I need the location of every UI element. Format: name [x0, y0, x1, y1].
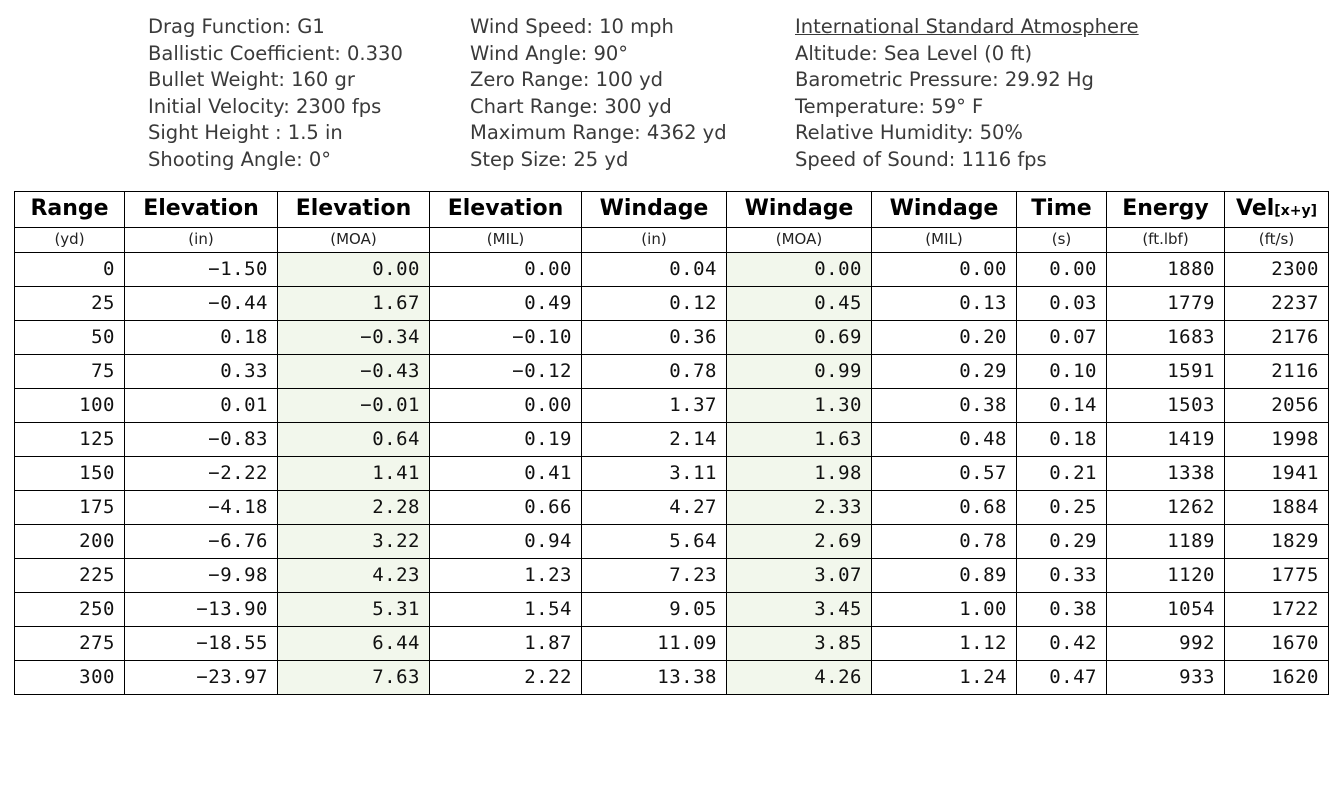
table-cell: 0	[15, 253, 125, 287]
table-cell: 0.00	[872, 253, 1017, 287]
table-cell: 0.12	[582, 287, 727, 321]
table-cell: 1722	[1225, 593, 1329, 627]
table-cell: 0.00	[430, 389, 582, 423]
param-relative-humidity: Relative Humidity: 50%	[795, 121, 1023, 144]
table-cell: 0.57	[872, 457, 1017, 491]
table-cell: 0.33	[1017, 559, 1107, 593]
table-cell: 0.99	[727, 355, 872, 389]
table-row	[15, 457, 1329, 491]
table-row	[15, 661, 1329, 695]
table-header	[15, 192, 1329, 253]
unit-energy: (ft.lbf)	[1107, 228, 1225, 253]
table-row	[15, 627, 1329, 661]
table-cell: 0.19	[430, 423, 582, 457]
table-cell: 0.66	[430, 491, 582, 525]
table-cell: 1670	[1225, 627, 1329, 661]
table-cell: 0.78	[872, 525, 1017, 559]
param-initial-velocity: Initial Velocity: 2300 fps	[148, 94, 382, 118]
column-header-elevation-mil: Elevation	[430, 192, 582, 228]
table-cell: −0.12	[430, 355, 582, 389]
table-row	[15, 321, 1329, 355]
table-cell: 1775	[1225, 559, 1329, 593]
table-cell: 0.14	[1017, 389, 1107, 423]
table-body	[15, 253, 1329, 695]
table-cell: 3.85	[727, 627, 872, 661]
table-cell: 7.23	[582, 559, 727, 593]
table-cell: 100	[15, 389, 125, 423]
table-cell: 0.89	[872, 559, 1017, 593]
table-cell: 1620	[1225, 661, 1329, 695]
table-cell: 0.13	[872, 287, 1017, 321]
param-wind-speed: Wind Speed: 10 mph	[470, 15, 674, 38]
table-cell: 0.69	[727, 321, 872, 355]
parameters-column-range	[470, 14, 795, 173]
table-cell: 1503	[1107, 389, 1225, 423]
table-cell: 2116	[1225, 355, 1329, 389]
table-cell: 1338	[1107, 457, 1225, 491]
table-cell: 0.36	[582, 321, 727, 355]
param-step-size: Step Size: 25 yd	[470, 147, 629, 171]
table-cell: 1189	[1107, 525, 1225, 559]
param-temperature: Temperature: 59° F	[795, 94, 984, 118]
table-cell: 0.00	[1017, 253, 1107, 287]
table-cell: −0.10	[430, 321, 582, 355]
column-header-time: Time	[1017, 192, 1107, 228]
table-cell: −6.76	[125, 525, 278, 559]
table-cell: 1054	[1107, 593, 1225, 627]
table-cell: 4.26	[727, 661, 872, 695]
table-cell: 1.24	[872, 661, 1017, 695]
param-maximum-range: Maximum Range: 4362 yd	[470, 121, 727, 144]
table-units-row	[15, 228, 1329, 253]
table-cell: 0.29	[872, 355, 1017, 389]
table-cell: 0.33	[125, 355, 278, 389]
table-cell: 1262	[1107, 491, 1225, 525]
table-cell: 1.12	[872, 627, 1017, 661]
table-cell: 2.69	[727, 525, 872, 559]
table-cell: 0.42	[1017, 627, 1107, 661]
table-cell: 0.00	[278, 253, 430, 287]
table-cell: 1779	[1107, 287, 1225, 321]
table-cell: 1.87	[430, 627, 582, 661]
table-row	[15, 355, 1329, 389]
table-cell: 0.47	[1017, 661, 1107, 695]
table-cell: 0.00	[727, 253, 872, 287]
table-cell: 0.03	[1017, 287, 1107, 321]
param-zero-range: Zero Range: 100 yd	[470, 68, 663, 91]
table-cell: 7.63	[278, 661, 430, 695]
table-cell: 0.38	[872, 389, 1017, 423]
param-speed-of-sound: Speed of Sound: 1116 fps	[795, 147, 1047, 171]
unit-elevation-in: (in)	[125, 228, 278, 253]
column-header-elevation-moa: Elevation	[278, 192, 430, 228]
table-cell: 1.41	[278, 457, 430, 491]
param-chart-range: Chart Range: 300 yd	[470, 94, 672, 118]
table-cell: −0.34	[278, 321, 430, 355]
param-shooting-angle: Shooting Angle: 0°	[148, 147, 332, 171]
table-cell: 0.18	[1017, 423, 1107, 457]
table-cell: 4.27	[582, 491, 727, 525]
table-row	[15, 287, 1329, 321]
table-row	[15, 559, 1329, 593]
table-cell: 13.38	[582, 661, 727, 695]
table-cell: 0.68	[872, 491, 1017, 525]
table-cell: −18.55	[125, 627, 278, 661]
table-header-row	[15, 192, 1329, 228]
unit-range: (yd)	[15, 228, 125, 253]
unit-velocity: (ft/s)	[1225, 228, 1329, 253]
column-header-velocity-subscript: [x+y]	[1274, 203, 1317, 219]
parameters-column-atmosphere	[795, 14, 1215, 173]
table-cell: 0.01	[125, 389, 278, 423]
table-cell: 0.18	[125, 321, 278, 355]
table-cell: 25	[15, 287, 125, 321]
table-cell: 1880	[1107, 253, 1225, 287]
table-cell: 933	[1107, 661, 1225, 695]
table-cell: 0.21	[1017, 457, 1107, 491]
table-cell: 275	[15, 627, 125, 661]
ballistics-table	[14, 191, 1329, 695]
table-cell: 3.07	[727, 559, 872, 593]
table-cell: 125	[15, 423, 125, 457]
table-cell: 1.00	[872, 593, 1017, 627]
table-cell: −2.22	[125, 457, 278, 491]
table-cell: 1998	[1225, 423, 1329, 457]
table-cell: 2.28	[278, 491, 430, 525]
table-cell: 0.45	[727, 287, 872, 321]
table-cell: 2056	[1225, 389, 1329, 423]
column-header-windage-mil: Windage	[872, 192, 1017, 228]
column-header-windage-in: Windage	[582, 192, 727, 228]
param-ballistic-coefficient: Ballistic Coefficient: 0.330	[148, 41, 403, 65]
table-cell: 0.10	[1017, 355, 1107, 389]
table-cell: 0.04	[582, 253, 727, 287]
table-cell: 1591	[1107, 355, 1225, 389]
table-cell: 5.31	[278, 593, 430, 627]
unit-windage-in: (in)	[582, 228, 727, 253]
unit-time: (s)	[1017, 228, 1107, 253]
table-row	[15, 253, 1329, 287]
column-header-windage-moa: Windage	[727, 192, 872, 228]
table-cell: 0.29	[1017, 525, 1107, 559]
table-cell: −0.83	[125, 423, 278, 457]
table-cell: 5.64	[582, 525, 727, 559]
table-cell: 3.45	[727, 593, 872, 627]
table-cell: −1.50	[125, 253, 278, 287]
table-cell: 992	[1107, 627, 1225, 661]
table-cell: 1419	[1107, 423, 1225, 457]
table-cell: 0.07	[1017, 321, 1107, 355]
table-cell: −4.18	[125, 491, 278, 525]
column-header-energy: Energy	[1107, 192, 1225, 228]
table-cell: 2300	[1225, 253, 1329, 287]
table-cell: 2.14	[582, 423, 727, 457]
table-row	[15, 525, 1329, 559]
column-header-elevation-in: Elevation	[125, 192, 278, 228]
unit-elevation-moa: (MOA)	[278, 228, 430, 253]
param-barometric-pressure: Barometric Pressure: 29.92 Hg	[795, 68, 1094, 91]
table-cell: 200	[15, 525, 125, 559]
table-cell: 0.94	[430, 525, 582, 559]
table-cell: 3.22	[278, 525, 430, 559]
table-cell: 4.23	[278, 559, 430, 593]
param-wind-angle: Wind Angle: 90°	[470, 41, 629, 65]
unit-windage-moa: (MOA)	[727, 228, 872, 253]
table-cell: 1941	[1225, 457, 1329, 491]
table-cell: 1120	[1107, 559, 1225, 593]
table-cell: 1.54	[430, 593, 582, 627]
table-cell: 50	[15, 321, 125, 355]
table-cell: 250	[15, 593, 125, 627]
table-cell: 0.78	[582, 355, 727, 389]
table-cell: 1.30	[727, 389, 872, 423]
table-cell: 1.23	[430, 559, 582, 593]
table-cell: −13.90	[125, 593, 278, 627]
table-cell: 0.49	[430, 287, 582, 321]
unit-windage-mil: (MIL)	[872, 228, 1017, 253]
table-cell: −0.44	[125, 287, 278, 321]
table-cell: 225	[15, 559, 125, 593]
table-row	[15, 491, 1329, 525]
table-cell: 2176	[1225, 321, 1329, 355]
parameters-header	[0, 0, 1330, 173]
column-header-velocity-label: Vel	[1236, 196, 1275, 221]
table-row	[15, 423, 1329, 457]
table-cell: 1683	[1107, 321, 1225, 355]
table-cell: 2.33	[727, 491, 872, 525]
table-cell: 1884	[1225, 491, 1329, 525]
table-cell: 175	[15, 491, 125, 525]
table-cell: 11.09	[582, 627, 727, 661]
table-cell: 0.20	[872, 321, 1017, 355]
table-cell: 1.98	[727, 457, 872, 491]
column-header-velocity	[1225, 192, 1329, 228]
table-cell: 0.41	[430, 457, 582, 491]
table-cell: 2.22	[430, 661, 582, 695]
table-cell: −9.98	[125, 559, 278, 593]
param-altitude: Altitude: Sea Level (0 ft)	[795, 41, 1033, 65]
table-cell: 0.64	[278, 423, 430, 457]
table-cell: 0.38	[1017, 593, 1107, 627]
param-drag-function: Drag Function: G1	[148, 15, 325, 38]
table-cell: 1.37	[582, 389, 727, 423]
column-header-range: Range	[15, 192, 125, 228]
table-cell: 3.11	[582, 457, 727, 491]
table-cell: 1.67	[278, 287, 430, 321]
table-cell: 1.63	[727, 423, 872, 457]
table-cell: 0.00	[430, 253, 582, 287]
table-cell: 6.44	[278, 627, 430, 661]
table-cell: 300	[15, 661, 125, 695]
unit-elevation-mil: (MIL)	[430, 228, 582, 253]
param-bullet-weight: Bullet Weight: 160 gr	[148, 68, 355, 91]
table-cell: 75	[15, 355, 125, 389]
table-cell: 0.48	[872, 423, 1017, 457]
atmosphere-title: International Standard Atmosphere	[795, 15, 1139, 38]
table-row	[15, 593, 1329, 627]
table-cell: 0.25	[1017, 491, 1107, 525]
table-cell: −23.97	[125, 661, 278, 695]
ballistics-table-wrapper	[14, 191, 1319, 695]
param-sight-height: Sight Height : 1.5 in	[148, 121, 343, 144]
parameters-column-projectile	[148, 14, 470, 173]
table-cell: 1829	[1225, 525, 1329, 559]
table-row	[15, 389, 1329, 423]
table-cell: 150	[15, 457, 125, 491]
table-cell: −0.43	[278, 355, 430, 389]
table-cell: −0.01	[278, 389, 430, 423]
table-cell: 9.05	[582, 593, 727, 627]
table-cell: 2237	[1225, 287, 1329, 321]
